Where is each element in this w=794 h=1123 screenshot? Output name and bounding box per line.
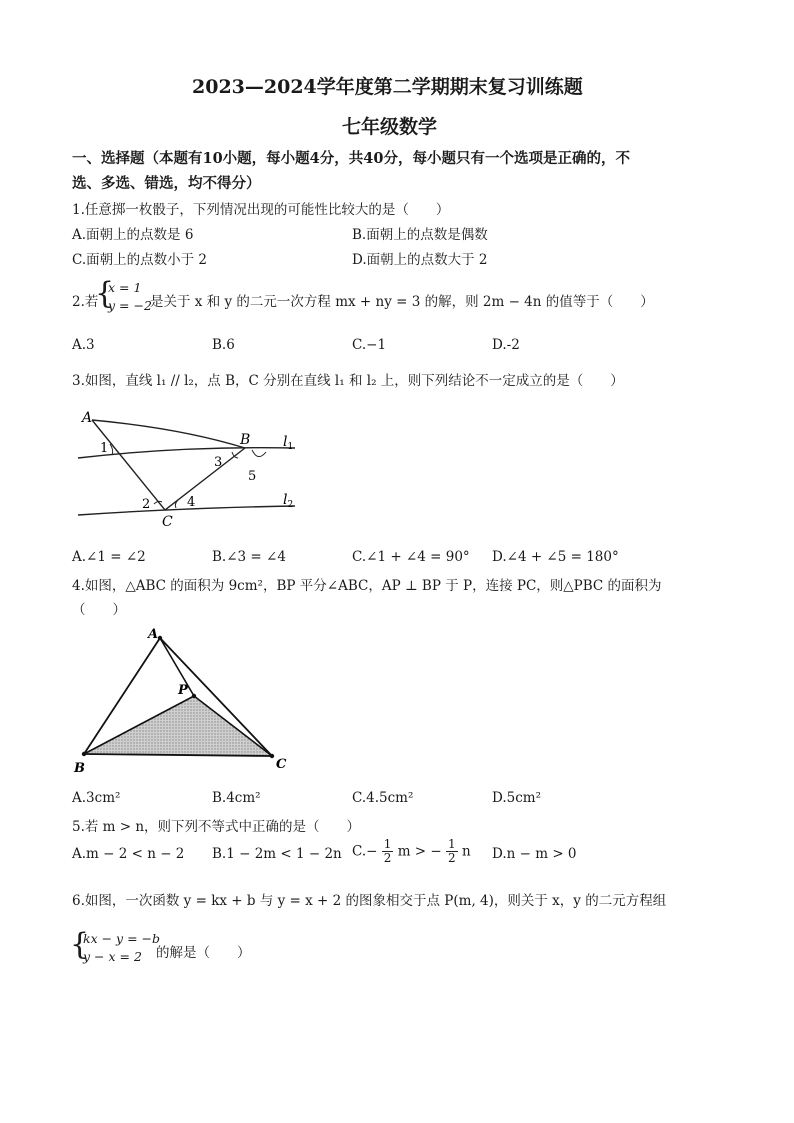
question-2-option-a[interactable]: A.3 [72,337,95,353]
question-6-brace: { [70,927,90,962]
line-l1 [78,448,295,458]
page-subtitle: 七年级数学 [342,116,438,138]
question-6-stem: 6.如图，一次函数 y = kx + b 与 y = x + 2 的图象相交于点 P(m, 4)，则关于 x，y 的二元方程组 [72,893,667,909]
question-4-stem-2: （ ） [72,602,126,618]
question-1-option-d[interactable]: D.面朝上的点数大于 2 [352,252,488,268]
question-6-system [83,930,160,966]
question-1-option-b[interactable]: B.面朝上的点数是偶数 [352,227,488,243]
question-1-option-a[interactable]: A.面朝上的点数是 6 [72,227,194,243]
label-p: P [178,683,188,698]
question-2-brace: { [95,276,115,311]
question-5-option-b[interactable]: B.1 − 2m < 1 − 2n [212,846,342,862]
label-b: B [240,432,251,448]
page-title: 2023—2024学年度第二学期期末复习训练题 [192,76,583,98]
question-3-stem: 3.如图，直线 l₁ // l₂，点 B，C 分别在直线 l₁ 和 l₂ 上，则下列结论不一定成立的是（ ） [72,373,624,389]
question-4-option-c[interactable]: C.4.5cm² [352,790,414,806]
question-2-option-b[interactable]: B.6 [212,337,235,353]
question-5-option-c-post: n [461,843,471,860]
question-3-option-c[interactable]: C.∠1 + ∠4 = 90° [352,549,470,565]
segment-ac [92,420,165,510]
question-2-system [108,279,152,315]
question-5-option-c-mid: m > − [397,843,442,860]
question-2-stem: 是关于 x 和 y 的二元一次方程 mx + ny = 3 的解，则 2m − 4n 的值等于（ ） [150,294,654,310]
label-l2: $l_2$ [283,492,294,510]
label-c: C [276,757,287,772]
question-4-option-a[interactable]: A.3cm² [72,790,121,806]
label-angle-5: 5 [248,469,257,484]
label-l1: $l_1$ [283,434,294,452]
question-2-system-eq1: x = 1 [108,280,142,295]
label-angle-2: 2 [142,497,151,512]
fraction-half-2: $\frac{1}{2}$ [448,837,456,865]
question-2-system-eq2: y = −2 [108,298,152,313]
label-angle-3: 3 [214,455,223,470]
question-3-option-d[interactable]: D.∠4 + ∠5 = 180° [492,549,619,565]
label-angle-1: 1 [100,441,109,456]
section-heading-line2: 选、多选、错选，均不得分） [72,175,261,192]
label-a: A [82,410,93,426]
question-4-stem: 4.如图，△ABC 的面积为 9cm²，BP 平分∠ABC，AP ⊥ BP 于 P，连接 PC，则△PBC 的面积为 [72,578,662,594]
question-4-figure [70,622,300,777]
question-4-option-d[interactable]: D.5cm² [492,790,541,806]
question-5-option-a[interactable]: A.m − 2 < n − 2 [72,846,185,862]
question-6-system-eq1: kx − y = −b [83,931,161,946]
question-1-option-c[interactable]: C.面朝上的点数小于 2 [72,252,208,268]
question-5-option-c[interactable] [352,838,471,865]
question-5-stem: 5.若 m > n，则下列不等式中正确的是（ ） [72,819,361,835]
label-b: B [74,761,85,776]
question-3-figure [70,400,310,530]
question-2-prefix: 2.若 [72,294,99,310]
label-angle-4: 4 [187,495,196,510]
question-5-option-d[interactable]: D.n − m > 0 [492,846,577,862]
question-3-option-b[interactable]: B.∠3 = ∠4 [212,549,286,565]
question-6-system-eq2: y − x = 2 [83,949,142,964]
label-a: A [148,627,159,642]
question-2-option-d[interactable]: D.-2 [492,337,520,353]
fraction-half: $\frac{1}{2}$ [383,837,392,865]
question-6-suffix: 的解是（ ） [156,945,251,961]
segment-ab [92,420,245,448]
question-5-option-c-pre: C.− [352,843,378,860]
question-2-option-c[interactable]: C.−1 [352,337,387,353]
question-4-option-b[interactable]: B.4cm² [212,790,261,806]
question-1-stem: 1.任意掷一枚骰子，下列情况出现的可能性比较大的是（ ） [72,202,450,218]
label-c: C [162,514,173,530]
question-3-option-a[interactable]: A.∠1 = ∠2 [72,549,146,565]
section-heading-line1: 一、选择题（本题有10小题，每小题4分，共40分，每小题只有一个选项是正确的，不 [72,150,630,167]
